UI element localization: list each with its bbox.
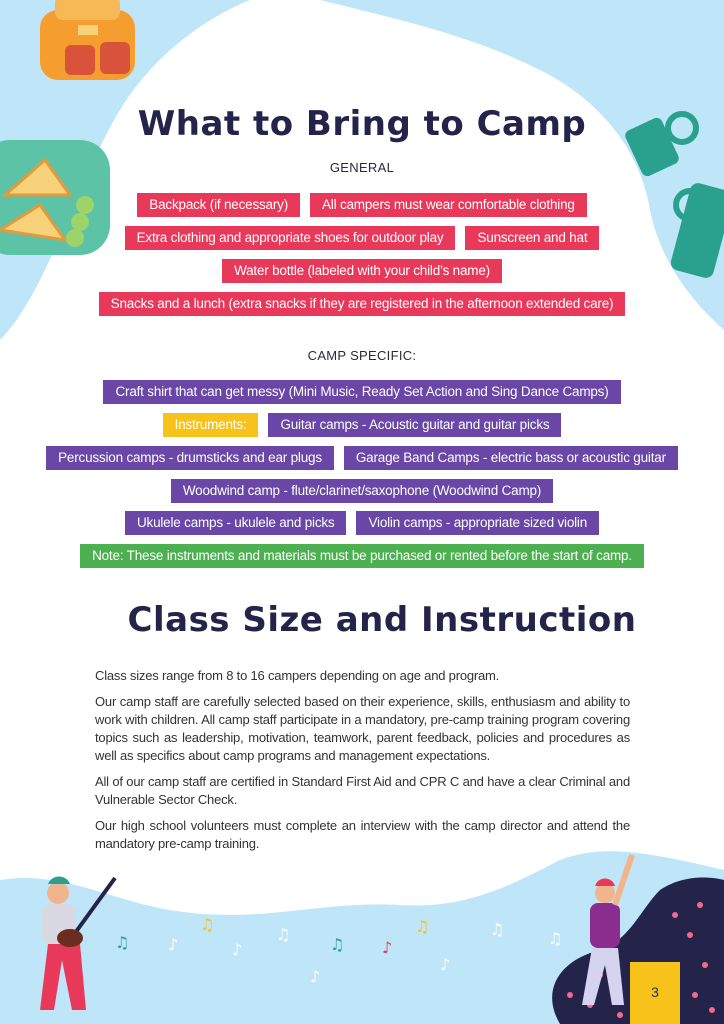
tag-instruments-label: Instruments: bbox=[163, 413, 259, 437]
specific-row-1 bbox=[0, 380, 724, 404]
page-number: 3 bbox=[630, 962, 680, 1024]
tag-note: Note: These instruments and materials must be purchased or rented before the start of camp. bbox=[80, 544, 644, 568]
backpack-icon bbox=[40, 0, 135, 80]
tag-snacks: Snacks and a lunch (extra snacks if they are registered in the afternoon extended care) bbox=[99, 292, 626, 316]
svg-text:♫: ♫ bbox=[548, 929, 563, 948]
svg-text:♫: ♫ bbox=[330, 935, 345, 954]
tag-percussion: Percussion camps - drumsticks and ear plugs bbox=[46, 446, 334, 470]
paragraph-certification: All of our camp staff are certified in Standard First Aid and CPR C and have a clear Criminal and Vulnerable Sector Check. bbox=[95, 774, 630, 807]
tag-woodwind: Woodwind camp - flute/clarinet/saxophone (Woodwind Camp) bbox=[171, 479, 553, 503]
svg-text:♪: ♪ bbox=[440, 955, 451, 974]
general-row-1 bbox=[0, 193, 724, 217]
svg-text:♫: ♫ bbox=[490, 920, 505, 939]
svg-text:♫: ♫ bbox=[415, 917, 430, 936]
tag-craft-shirt: Craft shirt that can get messy (Mini Music, Ready Set Action and Sing Dance Camps) bbox=[103, 380, 620, 404]
paragraph-volunteers: Our high school volunteers must complete an interview with the camp director and attend the mandatory pre-camp training. bbox=[95, 818, 630, 851]
tag-guitar: Guitar camps - Acoustic guitar and guitar picks bbox=[268, 413, 561, 437]
paragraph-camp-staff: Our camp staff are carefully selected based on their experience, skills, enthusiasm and ability to work with children. All camp staff participate in a mandatory, pre-camp training program covering topics such as leadership, motivation, teamwork, parent feedback, policies and procedures as well as specifics about camp programs and management expectations. bbox=[95, 694, 630, 763]
specific-row-4 bbox=[0, 479, 724, 503]
specific-row-3 bbox=[0, 446, 724, 470]
tag-extra-clothing: Extra clothing and appropriate shoes for outdoor play bbox=[125, 226, 456, 250]
svg-text:♪: ♪ bbox=[232, 940, 243, 959]
specific-row-2 bbox=[0, 413, 724, 437]
page-title: What to Bring to Camp bbox=[137, 104, 587, 144]
general-row-3 bbox=[0, 259, 724, 283]
tag-sunscreen: Sunscreen and hat bbox=[465, 226, 599, 250]
svg-text:♪: ♪ bbox=[310, 967, 321, 986]
specific-row-5 bbox=[0, 511, 724, 535]
camp-specific-subheading: CAMP SPECIFIC: bbox=[307, 348, 417, 363]
class-size-title: Class Size and Instruction bbox=[127, 600, 637, 640]
svg-text:♫: ♫ bbox=[200, 915, 215, 934]
svg-text:♫: ♫ bbox=[115, 933, 130, 952]
general-row-2 bbox=[0, 226, 724, 250]
tag-violin: Violin camps - appropriate sized violin bbox=[356, 511, 599, 535]
paragraph-class-sizes: Class sizes range from 8 to 16 campers depending on age and program. bbox=[95, 668, 500, 683]
specific-row-6 bbox=[0, 544, 724, 568]
general-subheading: GENERAL bbox=[329, 160, 395, 175]
tag-water-bottle: Water bottle (labeled with your child’s name) bbox=[222, 259, 502, 283]
class-size-body bbox=[95, 667, 630, 861]
tag-clothing: All campers must wear comfortable clothing bbox=[310, 193, 587, 217]
svg-text:♫: ♫ bbox=[276, 925, 291, 944]
general-row-4 bbox=[0, 292, 724, 316]
tag-garage-band: Garage Band Camps - electric bass or acoustic guitar bbox=[344, 446, 678, 470]
tag-backpack: Backpack (if necessary) bbox=[137, 193, 300, 217]
tag-ukulele: Ukulele camps - ukulele and picks bbox=[125, 511, 347, 535]
svg-text:♪: ♪ bbox=[168, 935, 179, 954]
svg-text:♪: ♪ bbox=[382, 938, 393, 957]
